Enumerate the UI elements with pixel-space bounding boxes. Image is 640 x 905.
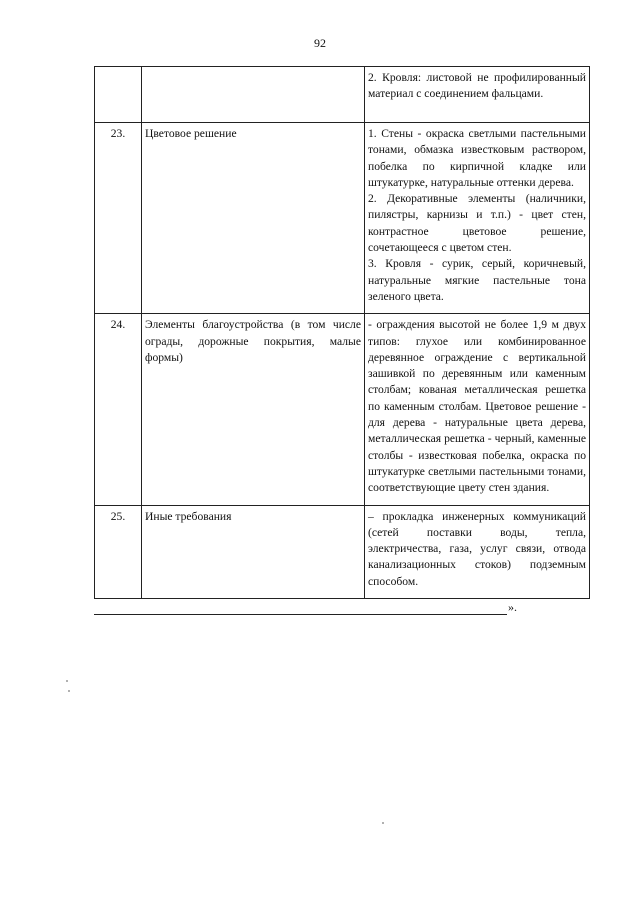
- description-paragraph: 1. Стены - окраска светлыми пастельными тонами, обмазка известковым раствором, побелка по кирпичной кладке или штукатурке, натуральные оттенки дерева.: [368, 127, 586, 189]
- row-number: 23.: [95, 123, 142, 314]
- closing-line: [94, 614, 507, 615]
- row-description: [365, 314, 590, 505]
- table-row: [95, 314, 590, 505]
- table-row: [95, 67, 590, 123]
- table-row: [95, 123, 590, 314]
- table-row: [95, 505, 590, 598]
- closing-quote-mark: ».: [508, 600, 517, 614]
- requirements-table: [94, 66, 590, 599]
- description-paragraph: 2. Декоративные элементы (наличники, пилястры, карнизы и т.п.) - цвет стен, контрастное цветовое решение, сочетающееся с цветом стен.: [368, 192, 586, 255]
- page-number: 92: [314, 36, 326, 50]
- scan-speck: [66, 680, 68, 682]
- description-paragraph: 3. Кровля - сурик, серый, коричневый, натуральные мягкие пастельные тона зеленого цвета.: [368, 257, 586, 303]
- row-name: [142, 67, 365, 123]
- row-description: [365, 67, 590, 123]
- row-number: 25.: [95, 505, 142, 598]
- row-name: Цветовое решение: [142, 123, 365, 314]
- row-name: Иные требования: [142, 505, 365, 598]
- description-paragraph: – прокладка инженерных коммуникаций (сетей поставки воды, тепла, электричества, газа, услуг связи, отвода канализационных стоков) подземным способом.: [368, 509, 586, 588]
- row-number: 24.: [95, 314, 142, 505]
- scan-speck: [68, 690, 70, 692]
- row-description: [365, 505, 590, 598]
- scan-speck: [382, 822, 384, 824]
- row-description: [365, 123, 590, 314]
- description-paragraph: - ограждения высотой не более 1,9 м двух типов: глухое или комбинированное деревянное ограждение с вертикальной зашивкой по деревянным или каменным столбам; кованая металлическая решетка по каменным столбам. Цветовое решение - для дерева - натуральные цвета дерева, металлическая решетка - черный, каменные столбы - известковая побелка, окраска по штукатурке светлыми пастельными тонами, соответствующие цвету стен здания.: [368, 318, 586, 495]
- row-name: Элементы благоустройства (в том числе ограды, дорожные покрытия, малые формы): [142, 314, 365, 505]
- description-paragraph: 2. Кровля: листовой не профилированный материал с соединением фальцами.: [368, 71, 586, 101]
- row-number: [95, 67, 142, 123]
